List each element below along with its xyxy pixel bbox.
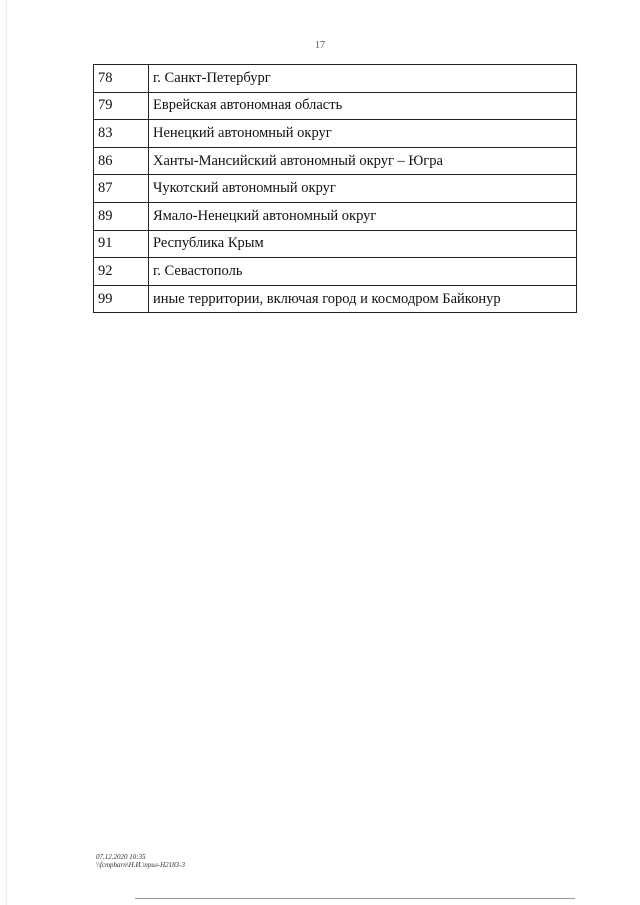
region-name-cell: Еврейская автономная область: [149, 92, 577, 120]
table-row: [94, 175, 577, 203]
region-name-cell: Ненецкий автономный округ: [149, 120, 577, 148]
footer-file-path: \\fcmpbarn\Н.И.\прил-Н2183-3: [96, 861, 185, 869]
scan-edge-mark: [6, 0, 7, 905]
region-code-cell: 78: [94, 65, 149, 93]
region-name-cell: Ханты-Мансийский автономный округ – Югра: [149, 147, 577, 175]
region-name-cell: иные территории, включая город и космодром Байконур: [149, 285, 577, 313]
region-name-cell: Чукотский автономный округ: [149, 175, 577, 203]
table-row: [94, 65, 577, 93]
region-code-cell: 86: [94, 147, 149, 175]
document-footer: [96, 853, 185, 869]
table-row: [94, 147, 577, 175]
region-name-cell: г. Севастополь: [149, 258, 577, 286]
region-code-cell: 87: [94, 175, 149, 203]
region-code-table: [93, 64, 577, 313]
region-code-cell: 89: [94, 202, 149, 230]
region-code-cell: 79: [94, 92, 149, 120]
footer-timestamp: 07.12.2020 10:35: [96, 853, 146, 861]
table-row: [94, 230, 577, 258]
region-name-cell: Ямало-Ненецкий автономный округ: [149, 202, 577, 230]
table-row: [94, 92, 577, 120]
table-row: [94, 202, 577, 230]
table-row: [94, 258, 577, 286]
region-code-cell: 99: [94, 285, 149, 313]
table-row: [94, 285, 577, 313]
region-name-cell: Республика Крым: [149, 230, 577, 258]
region-name-cell: г. Санкт-Петербург: [149, 65, 577, 93]
page-number: 17: [315, 40, 325, 51]
region-code-cell: 83: [94, 120, 149, 148]
table-row: [94, 120, 577, 148]
region-code-cell: 91: [94, 230, 149, 258]
bottom-divider: [135, 898, 575, 899]
region-code-cell: 92: [94, 258, 149, 286]
